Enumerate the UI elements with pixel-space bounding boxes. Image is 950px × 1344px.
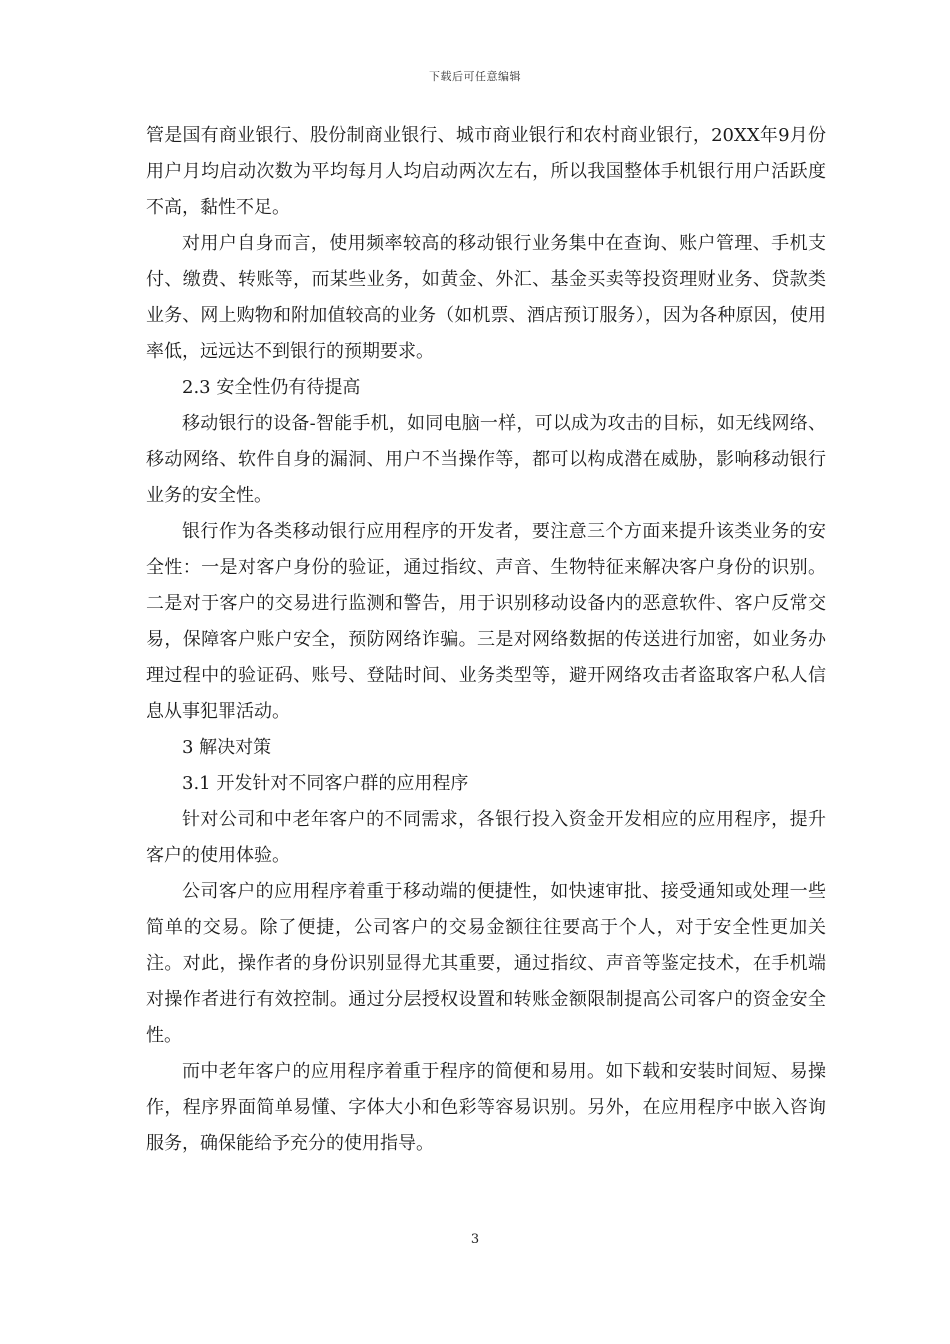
- paragraph: 公司客户的应用程序着重于移动端的便捷性，如快速审批、接受通知或处理一些简单的交易。除了便捷，公司客户的交易金额往往要高于个人，对于安全性更加关注。对此，操作者的身份识别显得尤其重要，通过指纹、声音等鉴定技术，在手机端对操作者进行有效控制。通过分层授权设置和转账金额限制提高公司客户的资金安全性。: [146, 881, 826, 1046]
- subsection-heading: 3.1 开发针对不同客户群的应用程序: [182, 773, 469, 794]
- paragraph: 针对公司和中老年客户的不同需求，各银行投入资金开发相应的应用程序，提升客户的使用体验。: [146, 809, 826, 866]
- section-heading: 3 解决对策: [182, 737, 272, 758]
- paragraph: 银行作为各类移动银行应用程序的开发者，要注意三个方面来提升该类业务的安全性：一是对客户身份的验证，通过指纹、声音、生物特征来解决客户身份的识别。二是对于客户的交易进行监测和警告，用于识别移动设备内的恶意软件、客户反常交易，保障客户账户安全，预防网络诈骗。三是对网络数据的传送进行加密，如业务办理过程中的验证码、账号、登陆时间、业务类型等，避开网络攻击者盗取客户私人信息从事犯罪活动。: [146, 521, 826, 722]
- section-heading: 2.3 安全性仍有待提高: [182, 377, 361, 398]
- paragraph: 对用户自身而言，使用频率较高的移动银行业务集中在查询、账户管理、手机支付、缴费、转账等，而某些业务，如黄金、外汇、基金买卖等投资理财业务、贷款类业务、网上购物和附加值较高的业务（如机票、酒店预订服务），因为各种原因，使用率低，远远达不到银行的预期要求。: [146, 233, 826, 362]
- paragraph: 而中老年客户的应用程序着重于程序的简便和易用。如下载和安装时间短、易操作，程序界面简单易懂、字体大小和色彩等容易识别。另外，在应用程序中嵌入咨询服务，确保能给予充分的使用指导。: [146, 1061, 826, 1154]
- paragraph: 移动银行的设备-智能手机，如同电脑一样，可以成为攻击的目标，如无线网络、移动网络、软件自身的漏洞、用户不当操作等，都可以构成潜在威胁，影响移动银行业务的安全性。: [146, 413, 826, 506]
- page-header: 下载后可任意编辑: [429, 70, 521, 83]
- page-number: 3: [470, 1232, 480, 1247]
- document-body: [146, 118, 826, 1162]
- paragraph: 管是国有商业银行、股份制商业银行、城市商业银行和农村商业银行，20XX年9月份用户月均启动次数为平均每月人均启动两次左右，所以我国整体手机银行用户活跃度不高，黏性不足。: [146, 125, 826, 218]
